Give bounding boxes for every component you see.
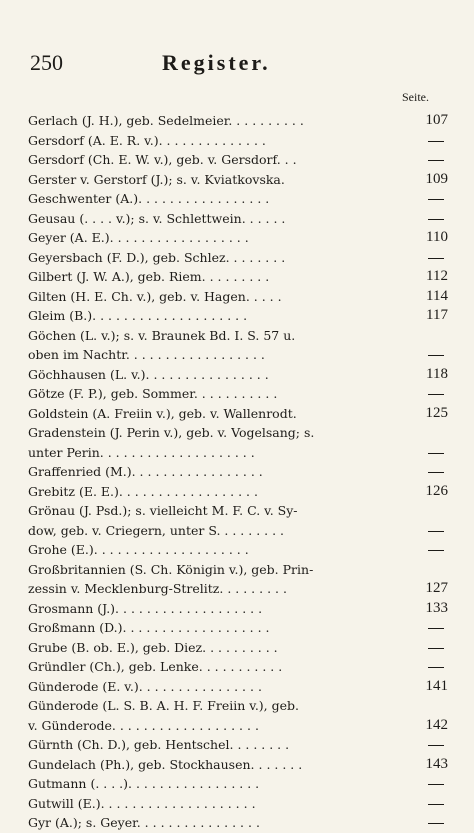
- entry-text: Gilten (H. E. Ch. v.), geb. v. Hagen. . . . .: [28, 288, 282, 304]
- entry-line: [28, 131, 448, 151]
- register-entry: [28, 560, 448, 599]
- register-entry: [28, 501, 448, 540]
- page-dash: [428, 667, 444, 668]
- page-dash: [428, 745, 444, 746]
- entry-text: Großmann (D.). . . . . . . . . . . . . . . . . . .: [28, 620, 270, 635]
- entry-line: [28, 677, 448, 697]
- entry-text: Gersdorf (A. E. R. v.). . . . . . . . . . . . . .: [28, 132, 266, 148]
- running-head: Register.: [162, 50, 271, 75]
- register-entry: [28, 365, 448, 385]
- page-ref: 125: [425, 404, 448, 421]
- page-dash: [428, 550, 444, 551]
- entry-line: [28, 443, 448, 463]
- entry-line: [28, 345, 448, 365]
- entry-text: Gutmann (. . . .). . . . . . . . . . . . . . . . .: [28, 776, 260, 791]
- entry-text: Großbritannien (S. Ch. Königin v.), geb. Prin-: [28, 561, 314, 577]
- entry-text: Gersdorf (Ch. E. W. v.), geb. v. Gersdorf. . .: [28, 152, 297, 167]
- entry-line: [28, 560, 448, 580]
- entry-line: [28, 404, 448, 424]
- entry-text: Gundelach (Ph.), geb. Stockhausen. . . . . . .: [28, 756, 303, 772]
- register-entry: [28, 111, 448, 131]
- entry-text: zessin v. Mecklenburg-Strelitz. . . . . . . . .: [28, 581, 287, 596]
- register-entry: [28, 794, 448, 814]
- entry-line: [28, 794, 448, 814]
- page-dash: [428, 199, 444, 200]
- entry-text: Göchen (L. v.); s. v. Braunek Bd. I. S. 57 u.: [28, 327, 296, 343]
- entry-text: v. Günderode. . . . . . . . . . . . . . . . . . .: [28, 717, 259, 733]
- entry-line: [28, 267, 448, 287]
- page-dash: [428, 531, 444, 532]
- entry-text: Günderode (L. S. B. A. H. F. Freiin v.), geb.: [28, 698, 299, 713]
- page-dash: [428, 628, 444, 629]
- register-entry: [28, 618, 448, 638]
- entry-line: [28, 326, 448, 346]
- entry-line: [28, 579, 448, 599]
- register-entry: [28, 462, 448, 482]
- register-entry: [28, 189, 448, 209]
- register-entry: [28, 248, 448, 268]
- register-entries: [28, 111, 448, 833]
- register-entry: [28, 423, 448, 462]
- register-entry: [28, 384, 448, 404]
- entry-line: [28, 735, 448, 755]
- page-dash: [428, 258, 444, 259]
- entry-text: unter Perin. . . . . . . . . . . . . . . . . . . .: [28, 444, 255, 460]
- page-ref: 142: [425, 716, 448, 733]
- register-entry: [28, 404, 448, 424]
- page-ref: 126: [425, 482, 448, 499]
- entry-line: [28, 248, 448, 268]
- entry-text: Gyr (A.); s. Geyer. . . . . . . . . . . . . . . .: [28, 815, 260, 830]
- entry-line: [28, 813, 448, 833]
- page-dash: [428, 355, 444, 356]
- register-entry: [28, 735, 448, 755]
- entry-text: Günderode (E. v.). . . . . . . . . . . . . . . .: [28, 678, 262, 694]
- register-entry: [28, 482, 448, 502]
- entry-line: [28, 306, 448, 326]
- entry-text: Gutwill (E.). . . . . . . . . . . . . . . . . . . .: [28, 795, 256, 811]
- entry-text: Grebitz (E. E.). . . . . . . . . . . . . . . . . .: [28, 483, 258, 499]
- page-ref: 114: [426, 287, 448, 304]
- register-entry: [28, 755, 448, 775]
- entry-line: [28, 501, 448, 521]
- page-ref: 143: [425, 755, 448, 772]
- entry-text: Grönau (J. Psd.); s. vielleicht M. F. C. v. Sy-: [28, 503, 298, 518]
- register-entry: [28, 813, 448, 833]
- entry-text: Gleim (B.). . . . . . . . . . . . . . . . . . . .: [28, 308, 248, 323]
- entry-text: Gerster v. Gerstorf (J.); s. v. Kviatkovska.: [28, 171, 285, 187]
- entry-line: [28, 755, 448, 775]
- entry-line: [28, 716, 448, 736]
- page-dash: [428, 648, 444, 649]
- register-entry: [28, 228, 448, 248]
- register-entry: [28, 774, 448, 794]
- entry-text: Graffenried (M.). . . . . . . . . . . . . . . . .: [28, 464, 263, 479]
- entry-line: [28, 657, 448, 677]
- entry-line: [28, 638, 448, 658]
- register-entry: [28, 209, 448, 229]
- entry-text: Gründler (Ch.), geb. Lenke. . . . . . . . . . .: [28, 659, 283, 674]
- register-entry: [28, 150, 448, 170]
- entry-text: Grosmann (J.). . . . . . . . . . . . . . . . . . .: [28, 600, 263, 616]
- register-entry: [28, 267, 448, 287]
- entry-text: Geusau (. . . . v.); s. v. Schlettwein. . . . . .: [28, 210, 286, 226]
- register-entry: [28, 599, 448, 619]
- entry-line: [28, 774, 448, 794]
- entry-line: [28, 423, 448, 443]
- entry-line: [28, 111, 448, 131]
- entry-line: [28, 170, 448, 190]
- register-entry: [28, 696, 448, 735]
- entry-text: Geyer (A. E.). . . . . . . . . . . . . . . . . .: [28, 230, 249, 245]
- page-ref: 112: [426, 268, 448, 284]
- entry-text: Götze (F. P.), geb. Sommer. . . . . . . . . . .: [28, 386, 278, 401]
- entry-line: [28, 189, 448, 209]
- entry-line: [28, 696, 448, 716]
- page-ref: 141: [425, 677, 448, 694]
- page-dash: [428, 804, 444, 805]
- page-dash: [428, 472, 444, 473]
- register-entry: [28, 540, 448, 560]
- entry-line: [28, 618, 448, 638]
- entry-line: [28, 540, 448, 560]
- page-dash: [428, 784, 444, 785]
- entry-text: Gilbert (J. W. A.), geb. Riem. . . . . . . . .: [28, 269, 270, 284]
- entry-line: [28, 462, 448, 482]
- entry-text: Gradenstein (J. Perin v.), geb. v. Vogelsang; s.: [28, 425, 315, 440]
- page-ref: 118: [426, 365, 448, 382]
- page-ref: 133: [425, 599, 448, 616]
- register-entry: [28, 638, 448, 658]
- entry-line: [28, 365, 448, 385]
- page-ref: 109: [425, 170, 448, 187]
- entry-line: [28, 287, 448, 307]
- entry-line: [28, 209, 448, 229]
- register-entry: [28, 287, 448, 307]
- page-dash: [428, 160, 444, 161]
- entry-text: Göchhausen (L. v.). . . . . . . . . . . . . . . .: [28, 366, 269, 382]
- entry-text: Geschwenter (A.). . . . . . . . . . . . . . . . .: [28, 191, 270, 206]
- entry-text: Gerlach (J. H.), geb. Sedelmeier. . . . . . . . . .: [28, 113, 304, 128]
- register-entry: [28, 131, 448, 151]
- entry-text: Grohe (E.). . . . . . . . . . . . . . . . . . . .: [28, 542, 249, 557]
- entry-line: [28, 228, 448, 248]
- page-ref: 117: [426, 307, 448, 323]
- page-dash: [428, 823, 444, 824]
- page-dash: [428, 219, 444, 220]
- page-ref: 127: [425, 580, 448, 596]
- page-dash: [428, 141, 444, 142]
- register-entry: [28, 657, 448, 677]
- entry-line: [28, 521, 448, 541]
- page-dash: [428, 453, 444, 454]
- register-entry: [28, 306, 448, 326]
- register-entry: [28, 170, 448, 190]
- entry-text: dow, geb. v. Criegern, unter S. . . . . . . . .: [28, 522, 285, 538]
- entry-text: oben im Nachtr. . . . . . . . . . . . . . . . . .: [28, 347, 265, 362]
- entry-text: Geyersbach (F. D.), geb. Schlez. . . . . . . .: [28, 249, 286, 265]
- entry-text: Goldstein (A. Freiin v.), geb. v. Wallenrodt.: [28, 405, 297, 421]
- register-entry: [28, 677, 448, 697]
- page-column-label: Seite.: [402, 90, 429, 104]
- page-ref: 110: [426, 229, 448, 245]
- entry-line: [28, 482, 448, 502]
- entry-line: [28, 150, 448, 170]
- page-ref: 107: [425, 112, 448, 128]
- page-number: 250: [30, 50, 63, 75]
- entry-line: [28, 384, 448, 404]
- entry-line: [28, 599, 448, 619]
- page-dash: [428, 394, 444, 395]
- entry-text: Grube (B. ob. E.), geb. Diez. . . . . . . . . .: [28, 639, 278, 655]
- register-entry: [28, 326, 448, 365]
- entry-text: Gürnth (Ch. D.), geb. Hentschel. . . . . . . .: [28, 737, 290, 752]
